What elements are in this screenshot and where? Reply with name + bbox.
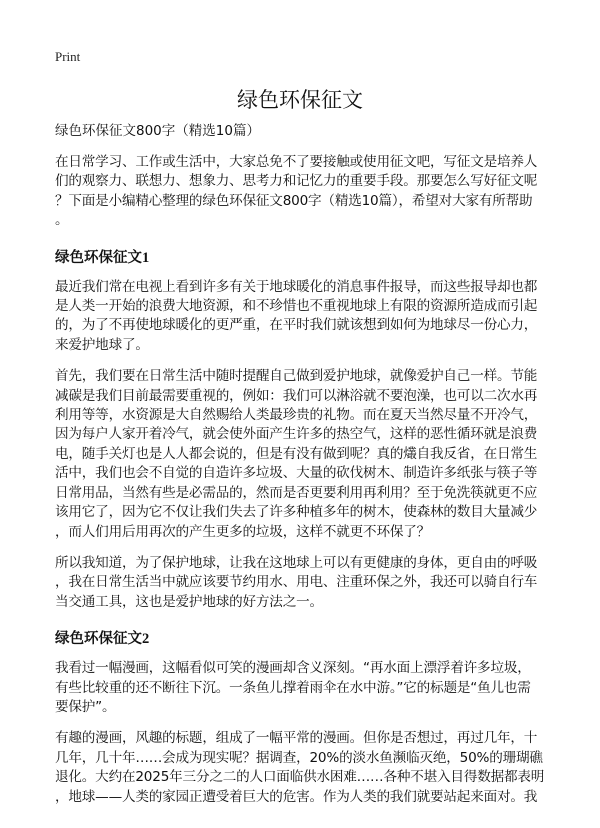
text-line: 利用等等，水资源是大自然赐给人类最珍贵的礼物。而在夏天当然尽量不开冷气，: [55, 407, 538, 424]
text-line: 有趣的漫画，风趣的标题，组成了一幅平常的漫画。但你是否想过，再过几年，十: [55, 730, 538, 747]
essay-heading: 绿色环保征文2: [55, 631, 150, 648]
text-line: ？下面是小编精心整理的绿色环保征文800字（精选10篇），希望对大家有所帮助: [55, 192, 533, 209]
text-line: 在日常学习、工作或生活中，大家总免不了要接触或使用征文吧，写征文是培养人: [55, 154, 538, 170]
text-line: 们的观察力、联想力、想象力、思考力和记忆力的重要手段。那要怎么写好征文呢: [55, 173, 538, 190]
text-line: 当交通工具，这也是爱护地球的好方法之一。: [55, 593, 323, 610]
text-line: 几年，几十年……会成为现实呢？据调查，20%的淡水鱼濒临灭绝，50%的珊瑚礁: [55, 749, 543, 766]
essay-list: [55, 249, 555, 807]
text-line: 活中，我们也会不自觉的自造许多垃圾、大量的砍伐树木、制造许多纸张与筷子等: [55, 465, 538, 482]
text-line: 是人类一开始的浪费大地资源，和不珍惜也不重视地球上有限的资源所造成而引起: [55, 298, 538, 315]
page-title: 绿色环保征文: [237, 88, 363, 112]
text-line: 最近我们常在电视上看到许多有关于地球暖化的消息事件报导，而这些报导却也都: [55, 278, 538, 295]
essay-paragraph: [55, 278, 555, 356]
essay-heading: 绿色环保征文1: [55, 249, 150, 266]
text-line: ，地球——人类的家园正遭受着巨大的危害。作为人类的我们就要站起来面对。我: [55, 788, 538, 805]
text-line: 电，随手关灯也是人人都会说的，但是有没有做到呢？真的爜自我反省，在日常生: [55, 445, 538, 462]
text-line: 首先，我们要在日常生活中随时提醒自己做到爱护地球，就像爱护自己一样。节能: [55, 368, 538, 385]
intro-paragraph: [55, 153, 555, 231]
text-line: 日常用品，当然有些是必需品的，然而是否更要利用再利用？至于免洗筷就更不应: [55, 484, 538, 501]
print-link[interactable]: Print: [55, 49, 81, 64]
essay-paragraph: [55, 554, 555, 612]
text-line: ，我在日常生活当中就应该要节约用水、用电、注重环保之外，我还可以骑自行车: [55, 574, 538, 591]
text-line: 退化。大约在2025年三分之二的人口面临供水困难……各种不堪入目得数据都表明: [55, 769, 545, 786]
text-line: 的，为了不再使地球暖化的更严重，在平时我们就该想到如何为地球尽一份心力，: [55, 317, 538, 334]
text-line: 因为每户人家开着冷气，就会使外面产生许多的热空气，这样的恶性循环就是浪费: [55, 426, 538, 443]
subtitle: 绿色环保征文800字（精选10篇）: [55, 123, 260, 139]
text-line: 要保护”。: [55, 698, 116, 715]
essay-paragraph: [55, 367, 555, 542]
essay-paragraph: [55, 729, 555, 807]
text-line: 减碳是我们目前最需要重视的，例如：我们可以淋浴就不要泡澡，也可以二次水再: [55, 387, 538, 404]
text-line: 我看过一幅漫画，这幅看似可笑的漫画却含义深刻。“再水面上漂浮着许多垃圾，: [55, 660, 531, 677]
text-line: 来爱护地球了。: [55, 336, 149, 353]
essay-paragraph: [55, 659, 555, 717]
document-body: [55, 122, 555, 819]
text-line: 。: [55, 212, 69, 229]
text-line: 所以我知道，为了保护地球，让我在这地球上可以有更健康的身体，更自由的呼吸: [55, 554, 538, 571]
text-line: ，而人们用后用再次的产生更多的垃圾，这样不就更不环保了？: [55, 523, 431, 540]
text-line: 该用它了，因为它不仅让我们失去了许多种植多年的树木，使森林的数目大量减少: [55, 504, 538, 521]
text-line: 有些比较重的还不断往下沉。一条鱼儿撑着雨伞在水中游。”它的标题是“鱼儿也需: [55, 679, 531, 696]
